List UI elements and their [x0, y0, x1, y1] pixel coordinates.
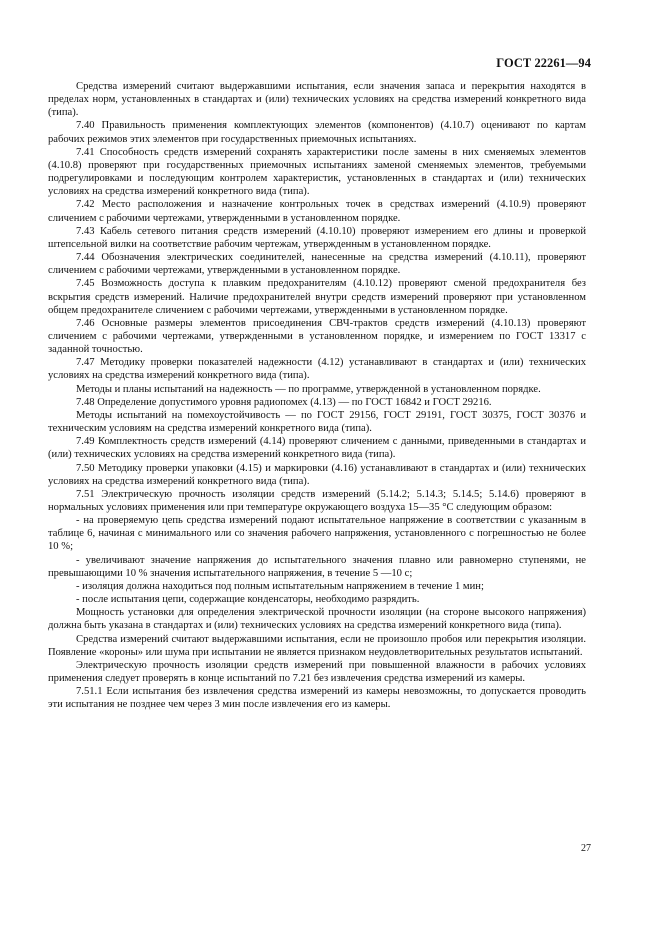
paragraph-7-42: 7.42 Место расположения и назначение контрольных точек в средствах измерений (4.10.9) проверяют сличением с рабочими чертежами, утвержденными в установленном порядке. [48, 199, 586, 224]
list-item: - изоляция должна находиться под полным испытательным напряжением в течение 1 мин; [76, 580, 484, 592]
paragraph: Методы и планы испытаний на надежность — по программе, утвержденной в установленном порядке. [76, 383, 541, 395]
paragraph-7-46: 7.46 Основные размеры элементов присоединения СВЧ-трактов средств измерений (4.10.13) проверяют сличением с рабочими чертежами, утвержденными в установленном порядке, и измерением по ГОСТ 13317 с заданной точностью. [48, 317, 586, 356]
list-item: - увеличивают значение напряжения до испытательного значения плавно или равномерно ступенями, не превышающими 10 % значения испытательного напряжения, в течение 5 —10 с; [48, 554, 586, 579]
paragraph-7-45: 7.45 Возможность доступа к плавким предохранителям (4.10.12) проверяют сменой предохранителя без вскрытия средств измерений. Наличие предохранителей внутри средств измерений проверяют при установленном общем предохранителе сличением с рабочими чертежами, утвержденными в установленном порядке. [48, 278, 586, 316]
standard-header: ГОСТ 22261—94 [496, 56, 591, 70]
paragraph: Средства измерений считают выдержавшими испытания, если не произошло пробоя или перекрытия изоляции. Появление «короны» или шума при испытании не является признаком неудовлетворительных результатов испытаний. [48, 633, 586, 658]
paragraph: Средства измерений считают выдержавшими испытания, если значения запаса и перекрытия находятся в пределах норм, установленных в стандартах и (или) технических условиях на средства измерений конкретного вида (типа). [48, 81, 586, 119]
list-item: - после испытания цепи, содержащие конденсаторы, необходимо разрядить. [76, 594, 420, 606]
paragraph-7-43: 7.43 Кабель сетевого питания средств измерений (4.10.10) проверяют измерением его длины и проверкой штепсельной вилки на соответствие рабочим чертежам, утвержденным в установленном порядке. [48, 225, 586, 250]
paragraph-7-51: 7.51 Электрическую прочность изоляции средств измерений (5.14.2; 5.14.3; 5.14.5; 5.14.6) проверяют в нормальных условиях применения или при температуре окружающего воздуха 15—35 °С следующим образом: [48, 488, 586, 513]
document-body [48, 80, 586, 712]
paragraph-7-40: 7.40 Правильность применения комплектующих элементов (компонентов) (4.10.7) оценивают по картам рабочих режимов этих элементов при государственных приемочных испытаниях. [48, 120, 586, 145]
paragraph-7-48: 7.48 Определение допустимого уровня радиопомех (4.13) — по ГОСТ 16842 и ГОСТ 29216. [76, 396, 492, 408]
paragraph-7-47: 7.47 Методику проверки показателей надежности (4.12) устанавливают в стандартах и (или) технических условиях на средства измерений конкретного вида (типа). [48, 357, 586, 382]
paragraph: Мощность установки для определения электрической прочности изоляции (на стороне высокого напряжения) должна быть указана в стандартах и (или) технических условиях на средства измерений конкретного вида (типа). [48, 607, 586, 632]
list-item: - на проверяемую цепь средства измерений подают испытательное напряжение в соответствии с указанным в таблице 6, начиная с минимального или со значения рабочего напряжения, установленного с погрешностью не более 10 %; [48, 515, 586, 553]
paragraph-7-51-1: 7.51.1 Если испытания без извлечения средства измерений из камеры невозможны, то допускается проводить эти испытания не позднее чем через 3 мин после извлечения его из камеры. [48, 686, 586, 711]
paragraph-7-50: 7.50 Методику проверки упаковки (4.15) и маркировки (4.16) устанавливают в стандартах и (или) технических условиях на средства измерений конкретного вида (типа). [48, 462, 586, 487]
paragraph: Методы испытаний на помехоустойчивость — по ГОСТ 29156, ГОСТ 29191, ГОСТ 30375, ГОСТ 30376 и техническим условиям на средства измерений конкретного вида (типа). [48, 409, 586, 435]
paragraph-7-41: 7.41 Способность средств измерений сохранять характеристики после замены в них сменяемых элементов (4.10.8) проверяют при государственных приемочных испытаниях заменой сменяемых элементов, требуемыми подрегулировками и последующим контролем характеристик, установленных в стандартах и (или) технических условиях на средства измерений конкретного вида (типа). [48, 146, 586, 198]
paragraph: Электрическую прочность изоляции средств измерений при повышенной влажности в рабочих условиях применения следует проверять в конце испытаний по 7.21 без извлечения средства измерений из камеры. [48, 659, 586, 685]
paragraph-7-44: 7.44 Обозначения электрических соединителей, нанесенные на средства измерений (4.10.11), проверяют сличением с рабочими чертежами, утвержденными в установленном порядке. [48, 252, 586, 277]
page-number: 27 [581, 843, 591, 854]
paragraph-7-49: 7.49 Комплектность средств измерений (4.14) проверяют сличением с данными, приведенными в стандартах и (или) технических условиях на средства измерений конкретного вида (типа). [48, 436, 586, 461]
